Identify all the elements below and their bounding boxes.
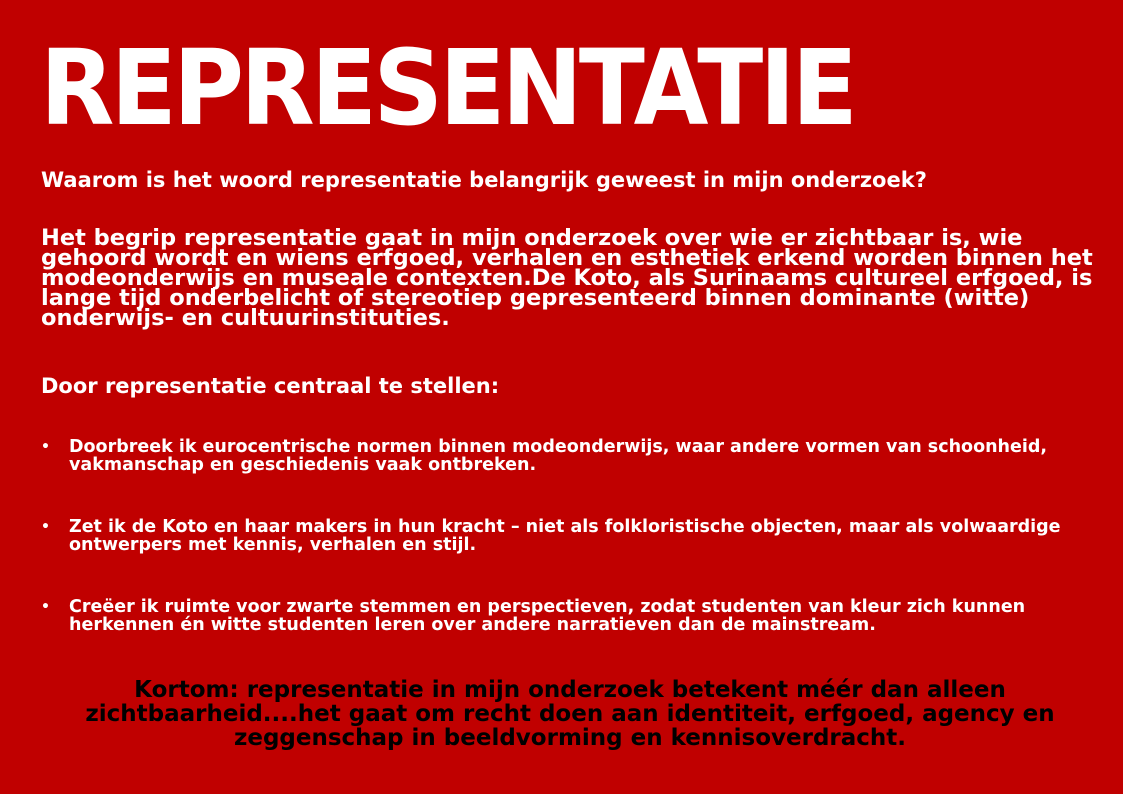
list-item [41, 438, 1111, 474]
intro-paragraph: Het begrip representatie gaat in mijn onderzoek over wie er zichtbaar is, wie gehoord wordt en wiens erfgoed, verhalen en esthetiek erkend worden binnen het modeonderwijs en museale contexten.De Koto, als Surinaams cultureel erfgoed, is lange tijd onderbelicht of stereotiep gepresenteerd binnen dominante (witte) onderwijs- en cultuurinstituties. [41, 225, 1093, 331]
list-item-text: Creëer ik ruimte voor zwarte stemmen en perspectieven, zodat studenten van kleur zich kunnen herkennen én witte studenten leren over andere narratieven dan de mainstream. [69, 597, 1026, 635]
conclusion-text: Kortom: representatie in mijn onderzoek betekent méér dan alleen zichtbaarheid....het gaat om recht doen aan identiteit, erfgoed, agency en zeggenschap in beeldvorming en kennisoverdracht. [85, 677, 1055, 751]
bullet-icon: • [41, 519, 50, 535]
lead-sentence: Door representatie centraal te stellen: [41, 374, 500, 398]
research-question: Waarom is het woord representatie belangrijk geweest in mijn onderzoek? [41, 168, 927, 192]
bullet-icon: • [41, 599, 50, 615]
slide-title: REPRESENTATIE [40, 27, 855, 149]
list-item-text: Zet ik de Koto en haar makers in hun kracht – niet als folkloristische objecten, maar als volwaardige ontwerpers met kennis, verhalen en stijl. [69, 517, 1061, 555]
list-item-text: Doorbreek ik eurocentrische normen binnen modeonderwijs, waar andere vormen van schoonheid, vakmanschap en geschiedenis vaak ontbreken. [69, 437, 1048, 475]
list-item [41, 598, 1111, 634]
bullet-icon: • [41, 439, 50, 455]
bullet-list [41, 438, 1111, 634]
list-item [41, 518, 1111, 554]
